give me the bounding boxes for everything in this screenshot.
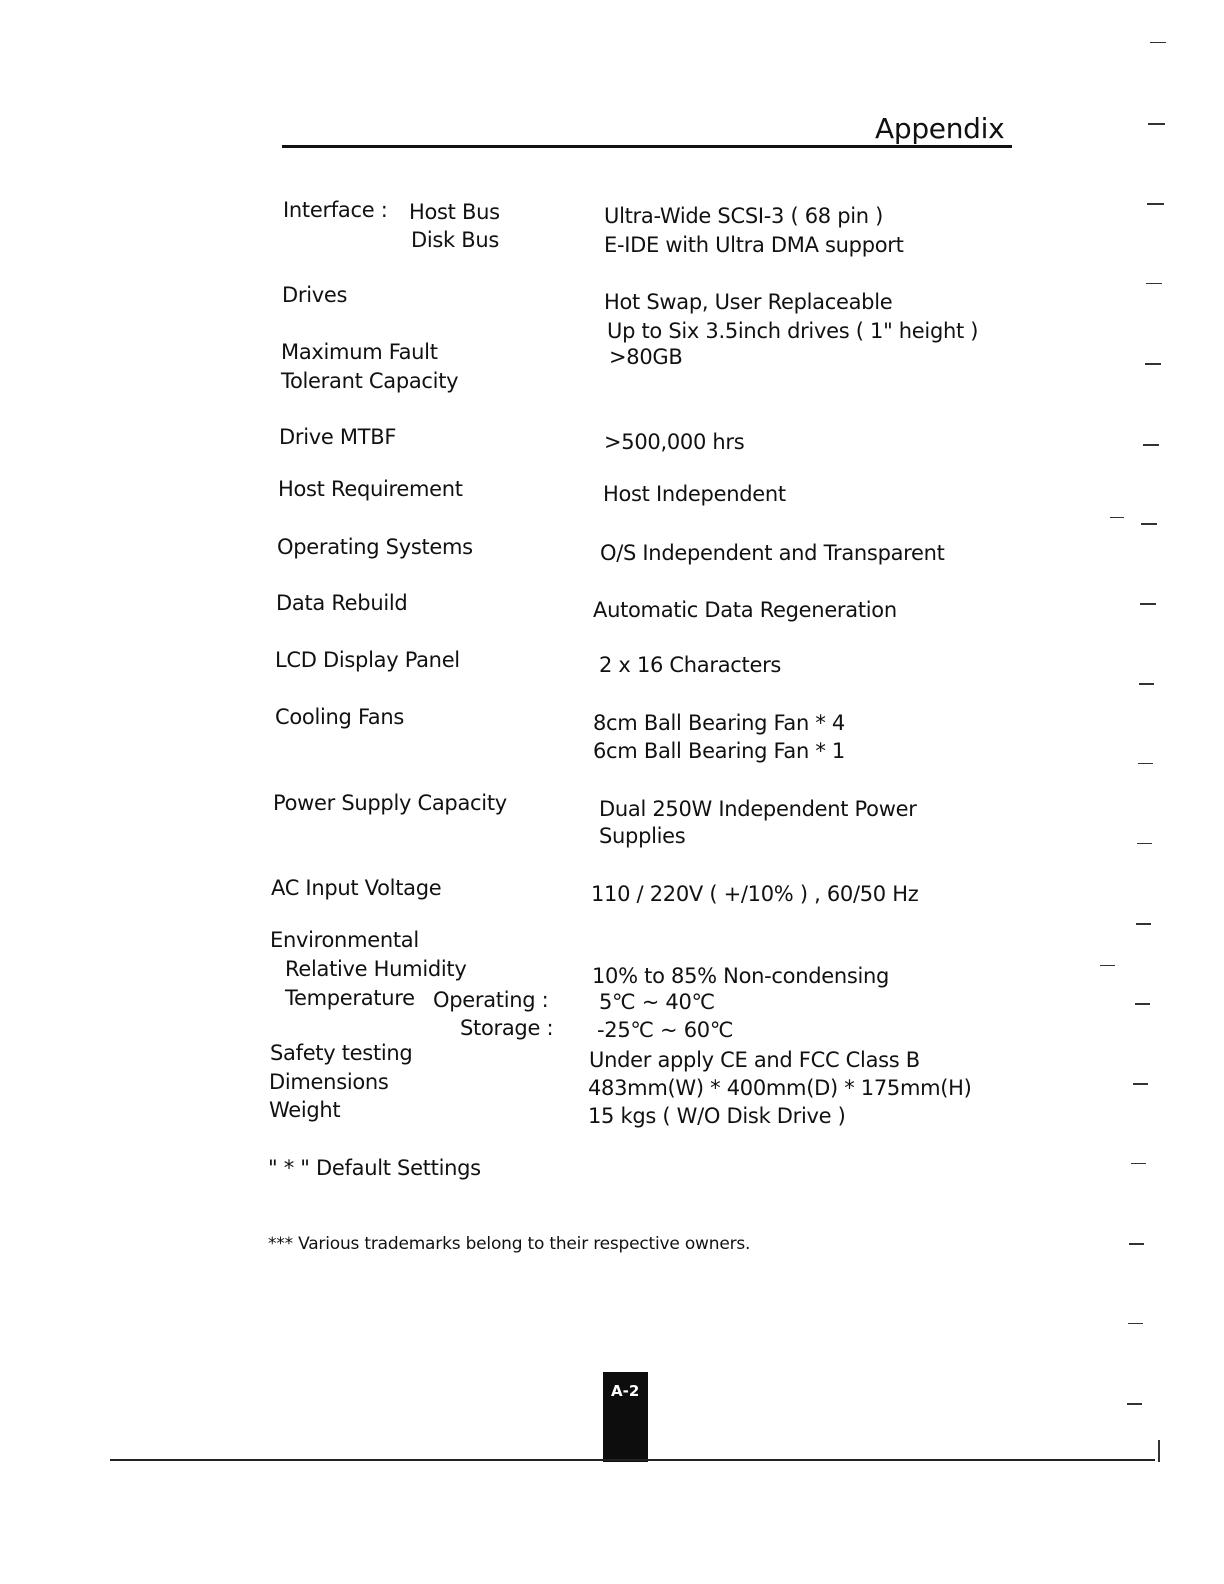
ac-value: 110 / 220V ( +/10% ) , 60/50 Hz (591, 882, 919, 906)
edge-mark (1127, 1403, 1142, 1405)
fans-label: Cooling Fans (275, 705, 405, 729)
fans-value-1: 8cm Ball Bearing Fan * 4 (593, 711, 845, 735)
edge-mark (1133, 1083, 1148, 1085)
psu-value-2: Supplies (599, 824, 686, 848)
humidity-value: 10% to 85% Non-condensing (592, 964, 890, 988)
dims-label: Dimensions (269, 1070, 389, 1094)
edge-mark (1100, 965, 1115, 966)
storage-value: -25℃ ~ 60℃ (597, 1018, 734, 1042)
host-req-value: Host Independent (603, 482, 786, 506)
header-rule (282, 145, 1012, 148)
footer-rule (110, 1459, 1155, 1461)
storage-label: Storage : (460, 1016, 554, 1040)
page-number: A-2 (611, 1382, 640, 1400)
safety-label: Safety testing (270, 1041, 413, 1065)
weight-label: Weight (269, 1098, 341, 1122)
env-label: Environmental (270, 928, 419, 952)
weight-value: 15 kgs ( W/O Disk Drive ) (588, 1104, 846, 1128)
fans-value-2: 6cm Ball Bearing Fan * 1 (593, 739, 845, 763)
default-note: " * " Default Settings (268, 1156, 481, 1180)
interface-label: Interface : (283, 198, 388, 222)
operating-value: 5℃ ~ 40℃ (599, 990, 715, 1014)
psu-value-1: Dual 250W Independent Power (599, 797, 917, 821)
dims-value: 483mm(W) * 400mm(D) * 175mm(H) (588, 1076, 972, 1100)
fault-value: >80GB (609, 345, 683, 369)
edge-mark (1129, 1243, 1144, 1245)
edge-mark (1138, 763, 1153, 764)
mtbf-label: Drive MTBF (279, 425, 397, 449)
disk-bus-label: Disk Bus (411, 228, 500, 252)
edge-mark (1147, 203, 1164, 205)
operating-label: Operating : (433, 988, 549, 1012)
edge-mark (1131, 1163, 1146, 1164)
page-title: Appendix (875, 112, 1005, 145)
edge-mark (1145, 363, 1161, 365)
os-label: Operating Systems (277, 535, 473, 559)
host-bus-label: Host Bus (409, 200, 500, 224)
edge-mark (1110, 517, 1124, 518)
disk-bus-value: E-IDE with Ultra DMA support (604, 233, 904, 257)
edge-mark (1135, 1003, 1150, 1005)
fault-label-1: Maximum Fault (281, 340, 438, 364)
edge-mark (1158, 1440, 1160, 1462)
fault-label-2: Tolerant Capacity (281, 369, 459, 393)
page-number-box (603, 1372, 648, 1462)
edge-mark (1140, 603, 1156, 605)
edge-mark (1136, 923, 1151, 925)
drives-value-2: Up to Six 3.5inch drives ( 1" height ) (607, 319, 979, 343)
edge-mark (1150, 42, 1166, 43)
host-req-label: Host Requirement (278, 477, 463, 501)
drives-label: Drives (282, 283, 348, 307)
ac-label: AC Input Voltage (271, 876, 442, 900)
temp-label: Temperature (285, 986, 415, 1010)
os-value: O/S Independent and Transparent (600, 541, 945, 565)
safety-value: Under apply CE and FCC Class B (589, 1048, 920, 1072)
edge-mark (1143, 444, 1159, 446)
mtbf-value: >500,000 hrs (604, 430, 745, 454)
edge-mark (1139, 683, 1154, 685)
rebuild-value: Automatic Data Regeneration (593, 598, 897, 622)
trademark-note: *** Various trademarks belong to their respective owners. (268, 1234, 751, 1254)
edge-mark (1128, 1323, 1143, 1324)
host-bus-value: Ultra-Wide SCSI-3 ( 68 pin ) (604, 204, 884, 228)
lcd-label: LCD Display Panel (275, 648, 460, 672)
lcd-value: 2 x 16 Characters (599, 653, 782, 677)
psu-label: Power Supply Capacity (273, 791, 507, 815)
rebuild-label: Data Rebuild (276, 591, 408, 615)
drives-value-1: Hot Swap, User Replaceable (604, 290, 893, 314)
edge-mark (1137, 843, 1152, 844)
edge-mark (1141, 523, 1157, 525)
humidity-label: Relative Humidity (285, 957, 467, 981)
edge-mark (1148, 123, 1165, 125)
edge-mark (1146, 283, 1162, 284)
